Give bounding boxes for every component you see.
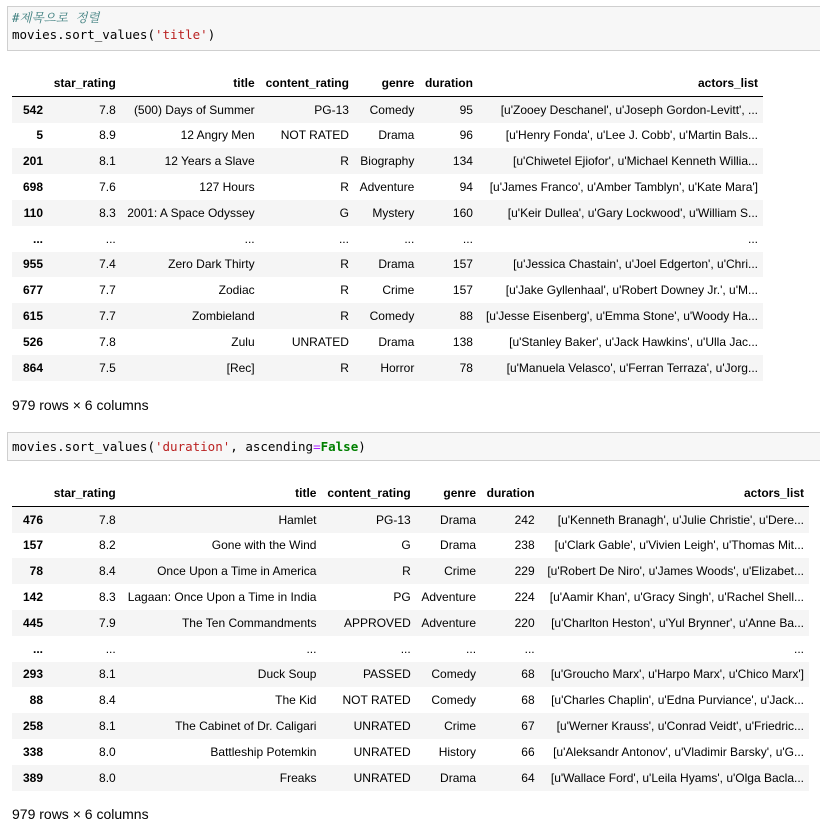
code-keyword-false: False — [320, 439, 359, 454]
row-index: 88 — [29, 693, 43, 708]
table-row — [12, 148, 763, 174]
cell-duration: 68 — [521, 693, 535, 708]
table-row — [12, 687, 809, 713]
cell-actors-list: [u'Kenneth Branagh', u'Julie Christie', u'Dere... — [557, 512, 804, 527]
cell-star-rating: 7.7 — [99, 309, 116, 324]
cell-title: Hamlet — [278, 512, 317, 527]
code-close-paren: ) — [358, 439, 366, 454]
cell-duration: 95 — [459, 102, 473, 117]
cell-content-rating: G — [339, 205, 349, 220]
row-index: 476 — [22, 512, 43, 527]
cell-genre: History — [438, 744, 477, 759]
cell-star-rating: 8.4 — [99, 693, 116, 708]
cell-actors-list: [u'James Franco', u'Amber Tamblyn', u'Kate Mara'] — [489, 180, 758, 195]
table-row — [12, 558, 809, 584]
cell-genre: Comedy — [431, 693, 477, 708]
row-index: 110 — [23, 205, 43, 220]
cell-actors-list: [u'Stanley Baker', u'Jack Hawkins', u'Ulla Jac... — [509, 334, 758, 349]
cell-title: Once Upon a Time in America — [157, 564, 317, 579]
row-index: 445 — [22, 615, 43, 630]
cell-duration: 229 — [514, 564, 535, 579]
cell-title: Freaks — [279, 770, 317, 785]
code-close-paren: ) — [207, 27, 216, 42]
cell-actors-list: [u'Keir Dullea', u'Gary Lockwood', u'William S... — [507, 205, 758, 220]
code-editor[interactable] — [8, 433, 820, 457]
cell-genre: Drama — [378, 334, 415, 349]
dataframe-table-duration-sorted — [12, 480, 809, 791]
cell-genre: ... — [466, 641, 477, 656]
table-row — [12, 226, 763, 252]
cell-content-rating: R — [340, 283, 349, 298]
code-function: movies.sort_values( — [12, 439, 155, 454]
cell-actors-list: [u'Manuela Velasco', u'Ferran Terraza', u'Jorg... — [506, 360, 758, 375]
table-row — [12, 252, 763, 278]
table-row — [12, 713, 809, 739]
cell-content-rating: PG-13 — [314, 102, 349, 117]
cell-actors-list: [u'Jessica Chastain', u'Joel Edgerton', u'Chri... — [513, 257, 758, 272]
row-index: 338 — [22, 744, 43, 759]
row-index: 526 — [22, 334, 43, 349]
table-header — [12, 70, 763, 96]
cell-content-rating: UNRATED — [353, 744, 411, 759]
col-header-content-rating: content_rating — [321, 480, 415, 506]
cell-title: [Rec] — [226, 360, 255, 375]
cell-genre: Crime — [382, 283, 415, 298]
cell-duration: 220 — [514, 615, 535, 630]
cell-genre: Drama — [440, 538, 477, 553]
col-header-genre: genre — [354, 70, 419, 96]
cell-title: The Cabinet of Dr. Caligari — [175, 719, 317, 734]
cell-genre: Horror — [380, 360, 415, 375]
table-row — [12, 303, 763, 329]
cell-title: 127 Hours — [199, 180, 255, 195]
cell-title: ... — [306, 641, 317, 656]
cell-duration: 157 — [452, 283, 473, 298]
cell-star-rating: 7.8 — [99, 102, 116, 117]
cell-duration: 138 — [452, 334, 473, 349]
cell-title: Battleship Potemkin — [210, 744, 317, 759]
cell-content-rating: APPROVED — [344, 615, 411, 630]
cell-actors-list: [u'Robert De Niro', u'James Woods', u'Elizabet... — [547, 564, 804, 579]
row-index: 389 — [22, 770, 43, 785]
cell-duration: 88 — [459, 309, 473, 324]
code-kwarg-name: , ascending — [230, 439, 314, 454]
cell-duration: 242 — [514, 512, 535, 527]
cell-actors-list: [u'Chiwetel Ejiofor', u'Michael Kenneth Willia... — [513, 154, 758, 169]
cell-content-rating: UNRATED — [353, 770, 411, 785]
code-cell-sort-title[interactable] — [7, 6, 820, 51]
cell-title: Zombieland — [191, 309, 255, 324]
cell-star-rating: 8.1 — [99, 719, 116, 734]
table-row — [12, 662, 809, 688]
cell-actors-list: [u'Groucho Marx', u'Harpo Marx', u'Chico Marx'] — [550, 667, 804, 682]
cell-duration: 238 — [514, 538, 535, 553]
table-row — [12, 739, 809, 765]
cell-star-rating: 7.8 — [99, 512, 116, 527]
table-row — [12, 277, 763, 303]
col-header-title: title — [121, 480, 322, 506]
cell-title: Gone with the Wind — [211, 538, 317, 553]
row-index: 864 — [22, 360, 43, 375]
row-index: 955 — [22, 257, 43, 272]
table-row — [12, 765, 809, 791]
row-index: ... — [32, 641, 43, 656]
row-index: 615 — [22, 309, 43, 324]
cell-title: ... — [244, 231, 255, 246]
cell-star-rating: 8.2 — [99, 538, 116, 553]
dataframe-table-title-sorted — [12, 70, 763, 381]
cell-content-rating: NOT RATED — [342, 693, 411, 708]
code-string-arg: 'duration' — [155, 439, 231, 454]
cell-content-rating: R — [340, 360, 349, 375]
cell-actors-list: [u'Henry Fonda', u'Lee J. Cobb', u'Martin Bals... — [505, 128, 758, 143]
cell-star-rating: 8.3 — [99, 205, 116, 220]
cell-star-rating: 8.1 — [99, 154, 116, 169]
cell-actors-list: [u'Charlton Heston', u'Yul Brynner', u'Anne Ba... — [551, 615, 804, 630]
cell-content-rating: ... — [400, 641, 411, 656]
cell-title: 12 Years a Slave — [164, 154, 255, 169]
col-header-actors-list: actors_list — [540, 480, 809, 506]
cell-duration: 64 — [521, 770, 535, 785]
cell-title: The Ten Commandments — [181, 615, 317, 630]
col-header-genre: genre — [416, 480, 481, 506]
col-header-star-rating: star_rating — [48, 480, 121, 506]
cell-star-rating: 7.8 — [99, 334, 116, 349]
row-index: 698 — [22, 180, 43, 195]
cell-actors-list: [u'Clark Gable', u'Vivien Leigh', u'Thomas Mit... — [554, 538, 804, 553]
cell-genre: Comedy — [369, 309, 415, 324]
row-index: 258 — [22, 719, 43, 734]
cell-genre: Crime — [444, 719, 477, 734]
code-cell-sort-duration[interactable] — [7, 432, 820, 461]
cell-duration: 224 — [514, 590, 535, 605]
cell-actors-list: [u'Charles Chaplin', u'Edna Purviance', u'Jack... — [551, 693, 804, 708]
row-index: 157 — [22, 538, 43, 553]
row-index: 293 — [22, 667, 43, 682]
table-row — [12, 610, 809, 636]
cell-star-rating: 8.0 — [99, 770, 116, 785]
table-row — [12, 123, 763, 149]
cell-actors-list: ... — [793, 641, 804, 656]
cell-actors-list: [u'Jake Gyllenhaal', u'Robert Downey Jr.', u'M... — [505, 283, 758, 298]
cell-star-rating: 7.9 — [99, 615, 116, 630]
cell-genre: Drama — [378, 128, 415, 143]
cell-actors-list: [u'Wallace Ford', u'Leila Hyams', u'Olga Bacla... — [550, 770, 804, 785]
cell-duration: 157 — [452, 257, 473, 272]
cell-genre: Drama — [440, 512, 477, 527]
col-header-duration: duration — [419, 70, 478, 96]
col-header-content-rating: content_rating — [260, 70, 354, 96]
cell-star-rating: 8.4 — [99, 564, 116, 579]
cell-genre: Drama — [440, 770, 477, 785]
index-header — [12, 480, 48, 506]
cell-title: Zulu — [231, 334, 255, 349]
col-header-duration: duration — [481, 480, 540, 506]
table-row — [12, 200, 763, 226]
cell-genre: Biography — [360, 154, 415, 169]
cell-content-rating: PG-13 — [376, 512, 411, 527]
cell-duration: 96 — [459, 128, 473, 143]
cell-actors-list: [u'Aamir Khan', u'Gracy Singh', u'Rachel Shell... — [549, 590, 804, 605]
cell-title: Zero Dark Thirty — [168, 257, 255, 272]
cell-star-rating: 8.9 — [99, 128, 116, 143]
cell-title: 12 Angry Men — [180, 128, 255, 143]
cell-duration: ... — [462, 231, 473, 246]
dataframe-shape-text: 979 rows × 6 columns — [12, 806, 149, 822]
cell-genre: Crime — [444, 564, 477, 579]
cell-genre: Adventure — [421, 615, 477, 630]
cell-duration: ... — [524, 641, 535, 656]
table-header — [12, 480, 809, 506]
col-header-star-rating: star_rating — [48, 70, 121, 96]
cell-title: 2001: A Space Odyssey — [127, 205, 255, 220]
cell-genre: Mystery — [372, 205, 415, 220]
row-index: 542 — [22, 102, 43, 117]
row-index: 677 — [22, 283, 43, 298]
cell-genre: Drama — [378, 257, 415, 272]
cell-content-rating: UNRATED — [291, 334, 349, 349]
cell-star-rating: 8.3 — [99, 590, 116, 605]
cell-actors-list: ... — [747, 231, 758, 246]
cell-actors-list: [u'Werner Krauss', u'Conrad Veidt', u'Friedric... — [556, 719, 804, 734]
cell-star-rating: 7.4 — [99, 257, 116, 272]
row-index: 142 — [22, 590, 43, 605]
cell-star-rating: ... — [105, 641, 116, 656]
row-index: 201 — [22, 154, 43, 169]
cell-actors-list: [u'Jesse Eisenberg', u'Emma Stone', u'Woody Ha... — [485, 309, 758, 324]
cell-genre: Adventure — [359, 180, 415, 195]
cell-title: The Kid — [275, 693, 317, 708]
col-header-actors-list: actors_list — [478, 70, 763, 96]
cell-duration: 68 — [521, 667, 535, 682]
cell-actors-list: [u'Aleksandr Antonov', u'Vladimir Barsky', u'G... — [553, 744, 804, 759]
table-row — [12, 636, 809, 662]
cell-content-rating: R — [340, 180, 349, 195]
code-editor[interactable] — [8, 7, 820, 45]
table-row — [12, 506, 809, 532]
cell-content-rating: R — [340, 257, 349, 272]
index-header — [12, 70, 48, 96]
table-row — [12, 96, 763, 122]
table-row — [12, 174, 763, 200]
code-function: movies.sort_values( — [12, 27, 155, 42]
table-row — [12, 355, 763, 381]
cell-content-rating: PG — [393, 590, 411, 605]
cell-duration: 78 — [459, 360, 473, 375]
row-index: 5 — [36, 128, 43, 143]
code-equals: = — [313, 439, 321, 454]
dataframe-shape-text: 979 rows × 6 columns — [12, 397, 149, 413]
code-string-arg: 'title' — [155, 27, 208, 42]
cell-content-rating: UNRATED — [353, 719, 411, 734]
table-row — [12, 329, 763, 355]
cell-star-rating: 7.7 — [99, 283, 116, 298]
cell-genre: ... — [404, 231, 415, 246]
cell-content-rating: G — [401, 538, 411, 553]
cell-star-rating: 7.6 — [99, 180, 116, 195]
cell-star-rating: 8.0 — [99, 744, 116, 759]
cell-star-rating: 8.1 — [99, 667, 116, 682]
cell-content-rating: PASSED — [362, 667, 411, 682]
table-row — [12, 533, 809, 559]
table-body — [12, 506, 809, 790]
cell-title: (500) Days of Summer — [133, 102, 255, 117]
cell-content-rating: R — [340, 154, 349, 169]
cell-title: Zodiac — [218, 283, 255, 298]
cell-genre: Comedy — [431, 667, 477, 682]
row-index: ... — [32, 231, 43, 246]
cell-duration: 67 — [521, 719, 535, 734]
table-row — [12, 584, 809, 610]
cell-duration: 94 — [459, 180, 473, 195]
cell-genre: Adventure — [421, 590, 477, 605]
cell-actors-list: [u'Zooey Deschanel', u'Joseph Gordon-Levitt', ... — [500, 102, 758, 117]
cell-duration: 66 — [521, 744, 535, 759]
cell-duration: 160 — [452, 205, 473, 220]
cell-title: Duck Soup — [257, 667, 317, 682]
cell-star-rating: 7.5 — [99, 360, 116, 375]
cell-genre: Comedy — [369, 102, 415, 117]
cell-title: Lagaan: Once Upon a Time in India — [127, 590, 317, 605]
table-body — [12, 96, 763, 380]
cell-content-rating: R — [402, 564, 411, 579]
cell-content-rating: ... — [338, 231, 349, 246]
code-comment: #제목으로 정렬 — [12, 10, 100, 25]
col-header-title: title — [121, 70, 260, 96]
cell-star-rating: ... — [105, 231, 116, 246]
cell-content-rating: R — [340, 309, 349, 324]
cell-duration: 134 — [452, 154, 473, 169]
row-index: 78 — [29, 564, 43, 579]
cell-content-rating: NOT RATED — [280, 128, 349, 143]
